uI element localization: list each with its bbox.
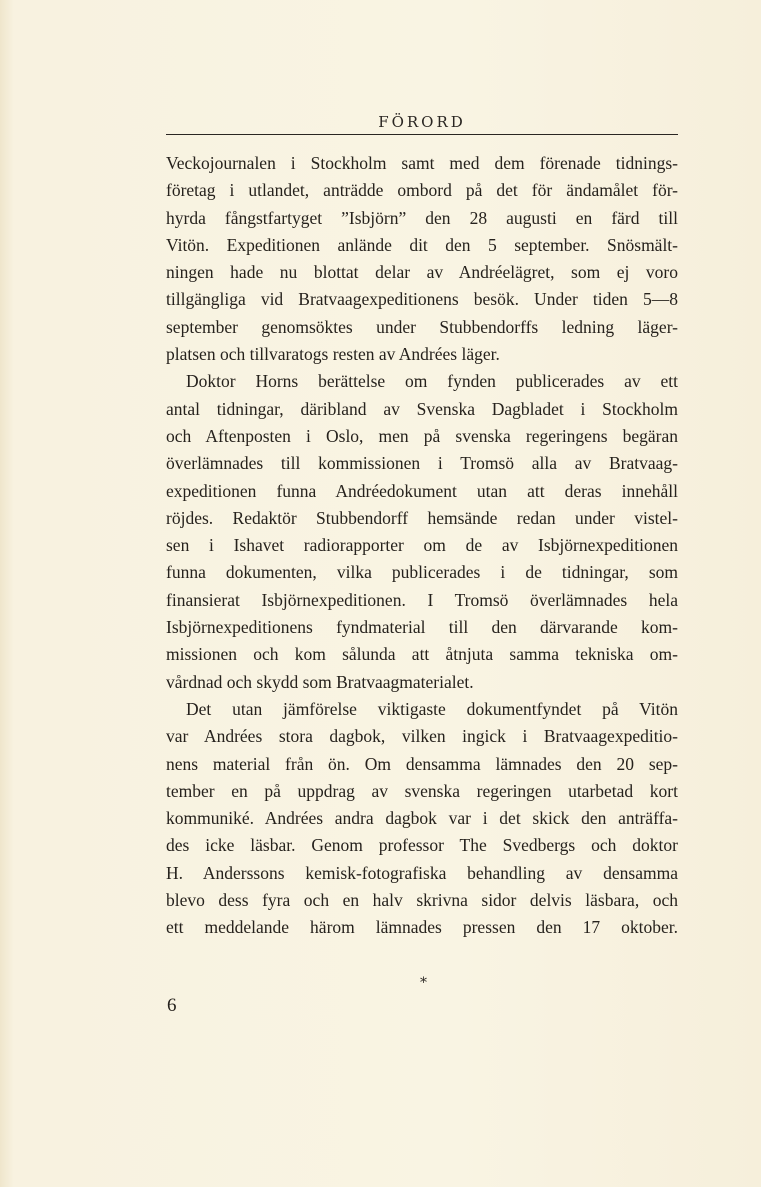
text-line: Det utan jämförelse viktigaste dokumentfyndet på Vitön [186, 698, 678, 719]
text-line: tillgängliga vid Bratvaagexpeditionens besök. Under tiden 5—8 [166, 289, 678, 310]
text-line: Doktor Horns berättelse om fynden publicerades av ett [186, 371, 678, 392]
text-line: finansierat Isbjörnexpeditionen. I Tromsö överlämnades hela [166, 589, 678, 610]
text-line: sen i Ishavet radiorapporter om de av Isbjörnexpeditionen [166, 535, 678, 556]
text-line: expeditionen funna Andréedokument utan att deras innehåll [166, 480, 678, 501]
text-line: Veckojournalen i Stockholm samt med dem förenade tidnings- [166, 153, 678, 173]
paragraph-1 [166, 150, 678, 368]
running-header: FÖRORD [378, 113, 466, 131]
text-line: kommuniké. Andrées andra dagbok var i det skick den anträffa- [166, 808, 678, 829]
text-line: H. Anderssons kemisk-fotografiska behandling av densamma [166, 862, 678, 883]
text-line: röjdes. Redaktör Stubbendorff hemsände redan under vistel- [166, 507, 678, 528]
text-line: platsen och tillvaratogs resten av Andrées läger. [166, 344, 500, 365]
text-line: företag i utlandet, anträdde ombord på det för ändamålet för- [166, 180, 678, 201]
paragraph-3 [166, 696, 678, 942]
text-line: ningen hade nu blottat delar av Andréelägret, som ej voro [166, 262, 678, 283]
text-line: antal tidningar, däribland av Svenska Dagbladet i Stockholm [166, 398, 678, 419]
text-line: missionen och kom sålunda att åtnjuta samma tekniska om- [166, 644, 678, 665]
body-text [166, 150, 678, 942]
text-line: Vitön. Expeditionen anlände dit den 5 september. Snösmält- [166, 234, 678, 255]
text-line: tember en på uppdrag av svenska regeringen utarbetad kort [166, 780, 678, 801]
text-line: blevo dess fyra och en halv skrivna sidor delvis läsbara, och [166, 890, 678, 911]
text-line: funna dokumenten, vilka publicerades i de tidningar, som [166, 562, 678, 583]
text-line: var Andrées stora dagbok, vilken ingick i Bratvaagexpeditio- [166, 726, 678, 747]
text-line: hyrda fångstfartyget ”Isbjörn” den 28 augusti en färd till [166, 207, 678, 228]
text-line: vårdnad och skydd som Bratvaagmaterialet. [166, 671, 474, 692]
text-line: ett meddelande härom lämnades pressen den 17 oktober. [166, 917, 678, 938]
text-line: des icke läsbar. Genom professor The Svedbergs och doktor [166, 835, 678, 856]
section-separator: * [420, 975, 427, 991]
text-line: och Aftenposten i Oslo, men på svenska regeringens begäran [166, 425, 678, 446]
paragraph-2 [166, 368, 678, 696]
page-number: 6 [167, 995, 177, 1016]
text-line: september genomsöktes under Stubbendorffs ledning läger- [166, 316, 678, 337]
text-line: överlämnades till kommissionen i Tromsö alla av Bratvaag- [166, 453, 678, 474]
header-rule [166, 134, 678, 135]
text-line: Isbjörnexpeditionens fyndmaterial till den därvarande kom- [166, 617, 678, 638]
text-line: nens material från ön. Om densamma lämnades den 20 sep- [166, 753, 678, 774]
